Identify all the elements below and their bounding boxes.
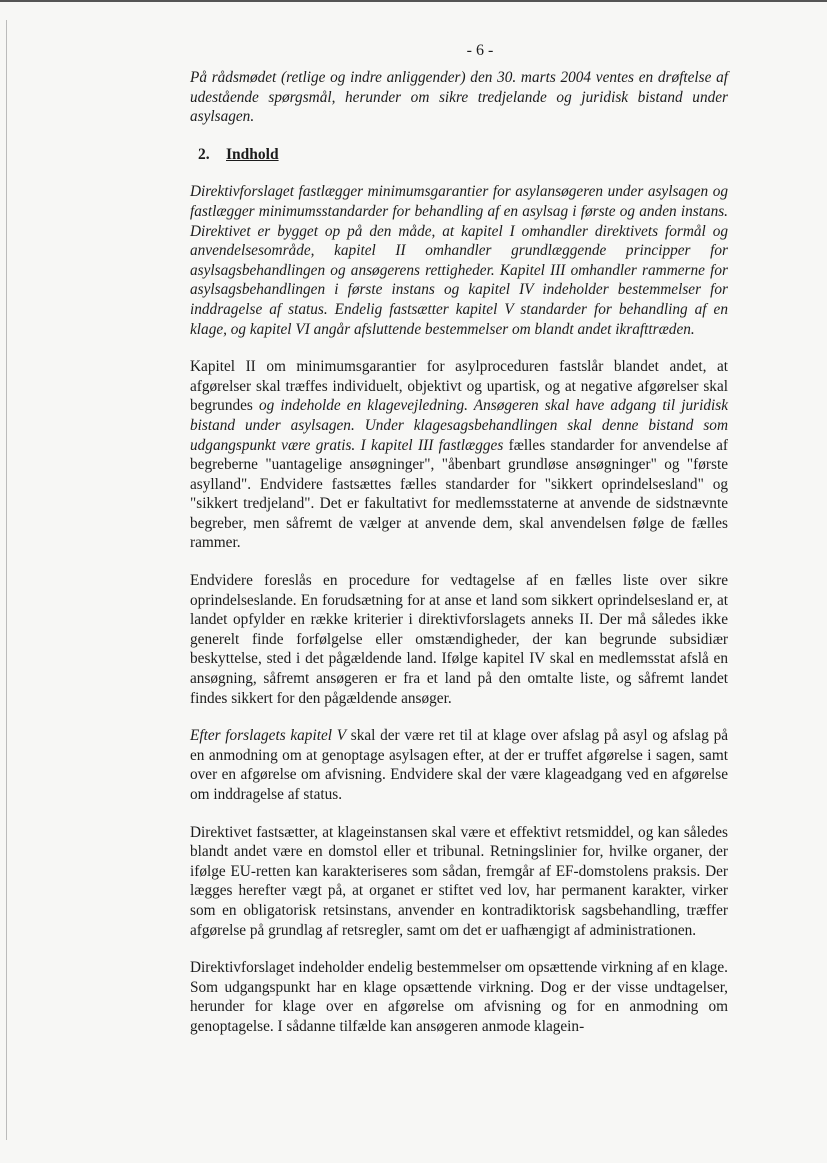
paragraph-chapter-v-part-2: skal der være ret til at klage over afslag på asyl og afslag på en anmodning om at genoptage asylsagen efter, at der er truffet afgørelse i sagen, samt over en afgørelse om afvisning. Endvidere skal der være klageadgang ved en afgørelse om inddragelse af status. [190, 727, 729, 803]
paragraph-chapter-ii-part-1: Kapitel II om minimumsgarantier for asylproceduren fastslår blandet andet, at afgørelser skal træffes individuelt, objektivt og upartisk, og at negative afgørelser skal begrundes [190, 358, 728, 415]
intro-paragraph: På rådsmødet (retlige og indre anliggender) den 30. marts 2004 ventes en drøftelse af udestående spørgsmål, herunder om sikre tredjelande og juridisk bistand under asylsagen. [190, 69, 728, 126]
scan-top-border [0, 0, 827, 2]
paragraph-chapter-ii-part-2: og indeholde en klagevejledning. Ansøgeren skal have adgang til juridisk bistand under asylsagen. Under klagesagsbehandlingen skal denne bistand som udgangspunkt være gratis. I kapitel III fastlægges [190, 397, 728, 454]
paragraph-suspensive-effect: Direktivforslaget indeholder endelig bestemmelser om opsættende virkning af en klage. Som udgangspunkt har en klage opsættende virkning. Dog er der visse undtagelser, herunder for klage over en afgørelse om afvisning og for en anmodning om genoptagelse. I sådanne tilfælde kan ansøgeren anmode klagein- [190, 959, 728, 1035]
paragraph-chapter-ii [190, 357, 728, 553]
paragraph-chapter-v-part-1: Efter forslagets kapitel V [190, 727, 347, 745]
paragraph-safe-countries: Endvidere foreslås en procedure for vedtagelse af en fælles liste over sikre oprindelseslande. En forudsætning for at anse et land som sikkert oprindelsesland er, at landet opfylder en række kriterier i direktivforslagets anneks II. Der må således ikke generelt finde forfølgelse eller omstændigheder, der kan begrunde subsidiær beskyttelse, sted i det pågældende land. Ifølge kapitel IV skal en medlemsstat afslå en ansøgning, såfremt ansøgeren er fra et land på den omtalte liste, og såfremt landet findes sikkert for den pågældende ansøger. [190, 572, 728, 707]
paragraph-summary: Direktivforslaget fastlægger minimumsgarantier for asylansøgeren under asylsagen og fastlægger minimumsstandarder for behandling af en asylsag i første og anden instans. Direktivet er bygget op på den måde, at kapitel I omhandler direktivets formål og anvendelsesområde, kapitel II omhandler grundlæggende principper for asylsagsbehandlingen og ansøgerens rettigheder. Kapitel III omhandler rammerne for asylsagsbehandlingen i første instans og kapitel IV indeholder bestemmelser for inddragelse af status. Endelig fastsætter kapitel V standarder for behandling af en klage, og kapitel VI angår afsluttende bestemmelser om blandt andet ikrafttræden. [190, 183, 728, 338]
scan-left-edge [6, 20, 7, 1140]
section-number: 2. [198, 145, 210, 163]
paragraph-appeal-body: Direktivet fastsætter, at klageinstansen skal være et effektivt retsmiddel, og kan således blandt andet være en domstol eller et tribunal. Retningslinier for, hvilke organer, der ifølge EU-retten kan karakteriseres som sådan, fremgår af EF-domstolens praksis. Der lægges herefter vægt på, at organet er stiftet ved lov, har permanent karakter, virker som en obligatorisk retsinstans, anvender en kontradiktorisk sagsbehandling, træffer afgørelse på grundlag af retsregler, samt om det er uafhængigt af administrationen. [190, 823, 728, 939]
paragraph-chapter-v [190, 726, 728, 804]
section-heading [198, 145, 728, 165]
paragraph-chapter-ii-part-3: fælles standarder for anvendelse af begreberne "uantagelige ansøgninger", "åbenbart grundløse ansøgninger" og "første asylland". Endvidere fastsættes fælles standarder for "sikkert oprindelsesland" og "sikkert tredjeland". Det er fakultativt for medlemsstaterne at anvende de sidstnævnte begreber, men såfremt de vælger at anvende dem, skal anvendelsen følge de fælles rammer. [190, 436, 728, 552]
page-number: - 6 - [466, 42, 494, 59]
document-body [190, 68, 728, 1055]
section-title: Indhold [226, 145, 279, 163]
